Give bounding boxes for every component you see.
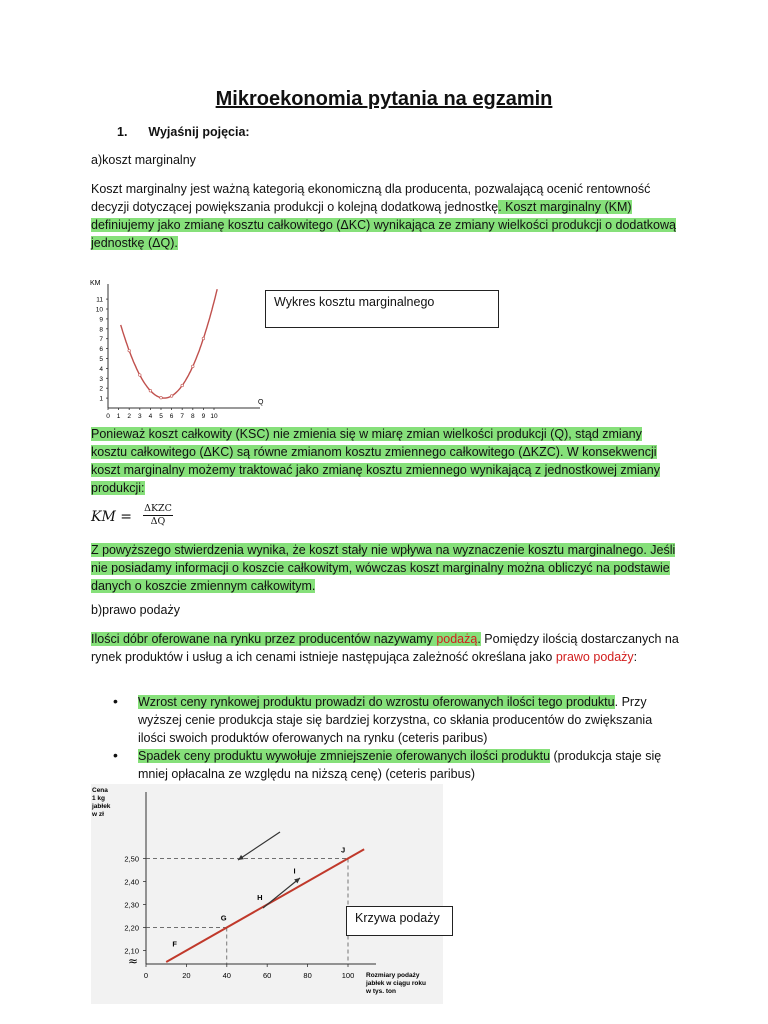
curve-point (192, 365, 195, 368)
bullet-1-plain: . Przy wyższej cenie produkcja staje się bardziej korzystna, co skłania producentów do zwiększania ilości swoich produktów oferowanych na rynku (ceteris paribus) (138, 695, 653, 745)
x-axis-label: jabłek w ciągu roku (366, 980, 426, 987)
y-axis-label: KM (90, 280, 101, 287)
bullet-1 (138, 693, 678, 747)
x-tick-label: 0 (106, 413, 110, 420)
marginal-cost-curve (121, 289, 218, 398)
supply-hl-2: . (477, 632, 481, 646)
paragraph-2 (91, 425, 681, 497)
paragraph-intro (91, 180, 681, 252)
y-tick-label: 5 (99, 356, 103, 363)
chart1-caption: Wykres kosztu marginalnego (265, 290, 499, 328)
x-tick-label: 8 (190, 413, 195, 420)
point-label: F (172, 939, 177, 949)
y-tick-label: 2 (99, 385, 103, 393)
intro-plain: Koszt marginalny jest ważną kategorią ekonomiczną dla producenta, pozwalającą ocenić rentowność decyzji dotyczącej powiększania produkcji o kolejną dodatkową jednostkę (91, 182, 651, 214)
x-tick-label: 5 (159, 413, 163, 420)
supply-plain: Pomiędzy ilością dostarczanych na rynek produktów i usług a ich cenami istnieje następująca zależność określana jako (91, 632, 679, 664)
y-tick-label: 11 (96, 296, 103, 304)
y-tick-label: 2,20 (124, 923, 139, 933)
axis-break: ≈ (127, 954, 139, 968)
x-tick-label: 40 (222, 971, 231, 980)
y-tick-label: 2,30 (124, 900, 139, 910)
y-tick-label: 2,40 (124, 877, 139, 887)
bullet-2-plain: (produkcja staje się mniej opłacalna ze względu na niższą cenę) (ceteris paribus) (138, 749, 662, 781)
point-label: J (341, 845, 346, 855)
point-label: G (220, 913, 227, 923)
x-tick-label: 100 (341, 971, 355, 980)
y-tick-label: 6 (99, 346, 103, 354)
curve-point (128, 349, 131, 352)
bullet-1-highlight: Wzrost ceny rynkowej produktu prowadzi do wzrostu oferowanych ilości tego produktu (138, 695, 615, 709)
page-title: Mikroekonomia pytania na egzamin (215, 88, 553, 110)
supply-term: podażą (436, 632, 478, 646)
paragraph-supply (91, 630, 681, 666)
section-number: 1. (117, 125, 128, 139)
section-heading-text: Wyjaśnij pojęcia: (148, 125, 250, 139)
bullet-1-glyph: • (113, 693, 118, 709)
section-heading (117, 125, 250, 139)
curve-point (181, 384, 184, 387)
x-tick-label: 7 (180, 413, 185, 420)
curve-point (160, 396, 163, 399)
supply-curve-chart (91, 784, 443, 1004)
curve-point (139, 374, 142, 377)
supply-end: : (633, 650, 638, 664)
y-tick-label: 2,50 (124, 854, 139, 864)
x-tick-label: 2 (127, 413, 132, 420)
x-tick-label: 60 (263, 971, 272, 980)
subheading-b: b)prawo podaży (91, 603, 180, 617)
x-tick-label: 80 (303, 971, 312, 980)
y-tick-label: 3 (99, 375, 103, 383)
y-axis-label: jabłek (92, 803, 111, 810)
y-tick-label: 7 (99, 336, 103, 344)
y-axis-label: w zł (92, 811, 104, 818)
x-tick-label: 10 (210, 413, 218, 420)
y-axis-label: Cena (92, 787, 108, 794)
x-tick-label: 9 (201, 413, 206, 420)
y-tick-label: 9 (99, 316, 103, 324)
y-tick-label: 1 (99, 395, 103, 403)
y-axis-label: 1 kg (92, 795, 106, 802)
point-label: H (257, 892, 263, 902)
bullet-2 (138, 747, 678, 783)
y-tick-label: 10 (95, 306, 103, 314)
y-tick-label: 4 (99, 365, 103, 373)
x-tick-label: 6 (169, 413, 174, 420)
paragraph-2-text: Ponieważ koszt całkowity (KSC) nie zmienia się w miarę zmian wielkości produkcji (Q), stąd zmiany kosztu całkowitego (ΔKC) są równe zmianom kosztu zmiennego całkowitego (ΔKZC). W konsekwencji koszt marginalny możemy traktować jako zmianę kosztu zmiennego wynikającą z jednostkowej zmiany produkcji: (91, 427, 660, 495)
supply-hl-1: Ilości dóbr oferowane na rynku przez producentów nazywamy (91, 632, 437, 646)
x-tick-label: 1 (116, 413, 121, 420)
paragraph-3-text: Z powyższego stwierdzenia wynika, że koszt stały nie wpływa na wyznaczenie kosztu marginalnego. Jeśli nie posiadamy informacji o koszcie całkowitym, wówczas koszt marginalny można obliczyć na podstawie danych o koszcie zmiennym całkowitym. (91, 543, 676, 593)
y-tick-label: 8 (99, 326, 103, 334)
x-tick-label: 20 (182, 971, 191, 980)
chart2-caption: Krzywa podaży (346, 906, 453, 936)
curve-point (149, 389, 152, 392)
supply-law-term: prawo podaży (555, 650, 634, 664)
formula-lhs: KM = (91, 509, 132, 525)
curve-point (170, 395, 173, 398)
bullet-2-highlight: Spadek ceny produktu wywołuje zmniejszenie oferowanych ilości produktu (138, 749, 551, 763)
formula-denominator: ΔQ (150, 516, 166, 527)
point-label: I (293, 866, 296, 876)
formula-fraction (143, 503, 173, 527)
subheading-a: a)koszt marginalny (91, 153, 196, 167)
paragraph-3 (91, 541, 681, 595)
x-axis-label: w tys. ton (366, 988, 396, 995)
curve-point (202, 337, 205, 340)
bullet-2-glyph: • (113, 747, 118, 763)
x-tick-label: 3 (137, 413, 142, 420)
x-axis-label: Rozmiary podaży (366, 972, 420, 979)
formula-numerator: ΔKZC (144, 503, 172, 514)
intro-highlight: . Koszt marginalny (KM) definiujemy jako zmianę kosztu całkowitego (ΔKC) wynikająca ze zmiany wielkości produkcji o dodatkową jednostkę (ΔQ). (91, 200, 676, 250)
x-tick-label: 0 (143, 971, 149, 980)
x-axis-label: Q (258, 399, 264, 406)
y-tick-label: 2,10 (124, 946, 139, 956)
x-tick-label: 4 (148, 413, 153, 420)
marginal-cost-chart (88, 276, 268, 422)
